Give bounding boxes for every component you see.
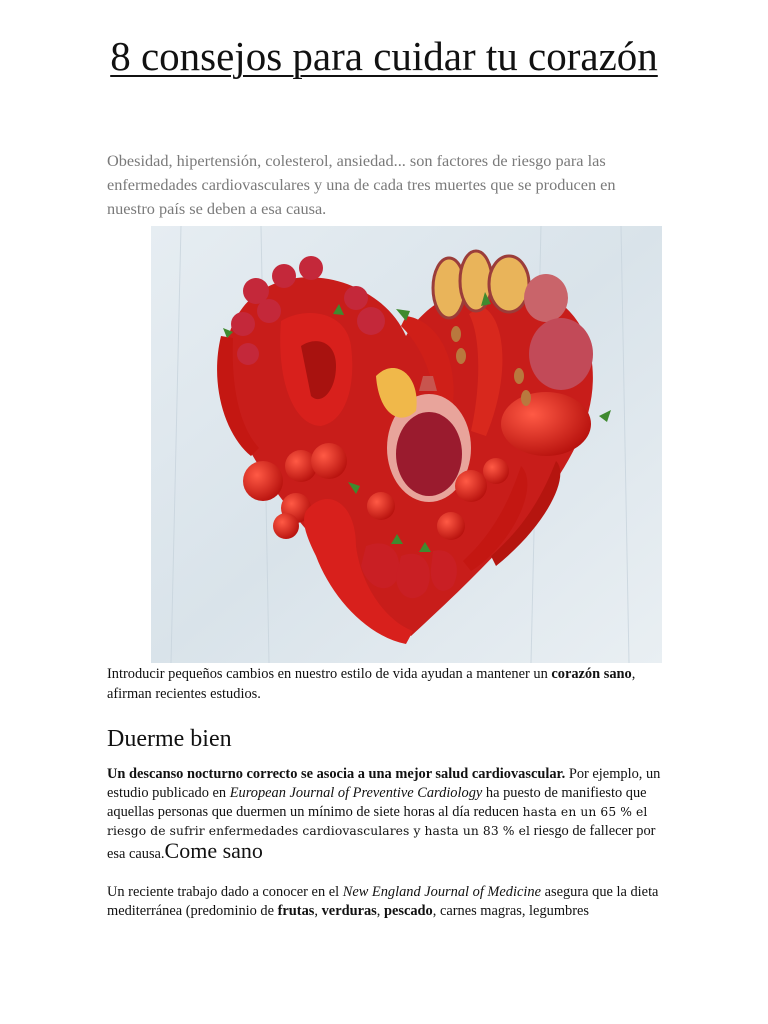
caption-text: Introducir pequeños cambios en nuestro estilo de vida ayudan a mantener un	[107, 666, 552, 682]
intro-paragraph: Obesidad, hipertensión, colesterol, ansiedad... son factores de riesgo para las enfermedades cardiovasculares y una de cada tres muertes que se producen en nuestro país se deben a esa causa.	[107, 151, 616, 218]
image-caption	[107, 664, 667, 704]
paragraph-bold: Un descanso nocturno correcto se asocia a una mejor salud cardiovascular.	[107, 766, 566, 782]
section-heading-come: Come sano	[164, 838, 263, 863]
separator: ,	[376, 903, 384, 919]
paragraph-text: Un reciente trabajo dado a conocer en el	[107, 884, 343, 900]
paragraph-text: ha puesto de manifiesto que aquellas personas que duermen un mínimo de siete horas al día reducen	[107, 785, 647, 820]
section-paragraph-duerme	[107, 765, 663, 864]
bold-term: verduras	[321, 903, 377, 919]
page-title: 8 consejos para cuidar tu corazón	[110, 33, 658, 79]
paragraph-text: hasta en un 65 % el riesgo de sufrir enfermedades cardiovasculares y hasta un 83 % el	[107, 805, 648, 838]
separator: ,	[314, 903, 322, 919]
bold-term: frutas	[277, 903, 315, 919]
hero-image	[151, 226, 662, 663]
journal-name: European Journal of Preventive Cardiology	[229, 785, 483, 801]
section-heading-duerme: Duerme bien	[107, 726, 232, 752]
journal-name: New England Journal of Medicine	[342, 884, 541, 900]
paragraph-text: asegura que la dieta mediterránea (predominio de	[107, 884, 659, 919]
bold-term: pescado	[383, 903, 433, 919]
caption-text-end: , afirman recientes estudios.	[107, 666, 636, 702]
paragraph-text: , carnes magras, legumbres	[432, 903, 590, 919]
section-paragraph-come	[107, 883, 667, 921]
paragraph-text: Por ejemplo, un estudio publicado en	[107, 766, 661, 801]
paragraph-text: riesgo de fallecer por esa causa.	[107, 823, 656, 862]
caption-bold: corazón sano	[551, 666, 632, 682]
